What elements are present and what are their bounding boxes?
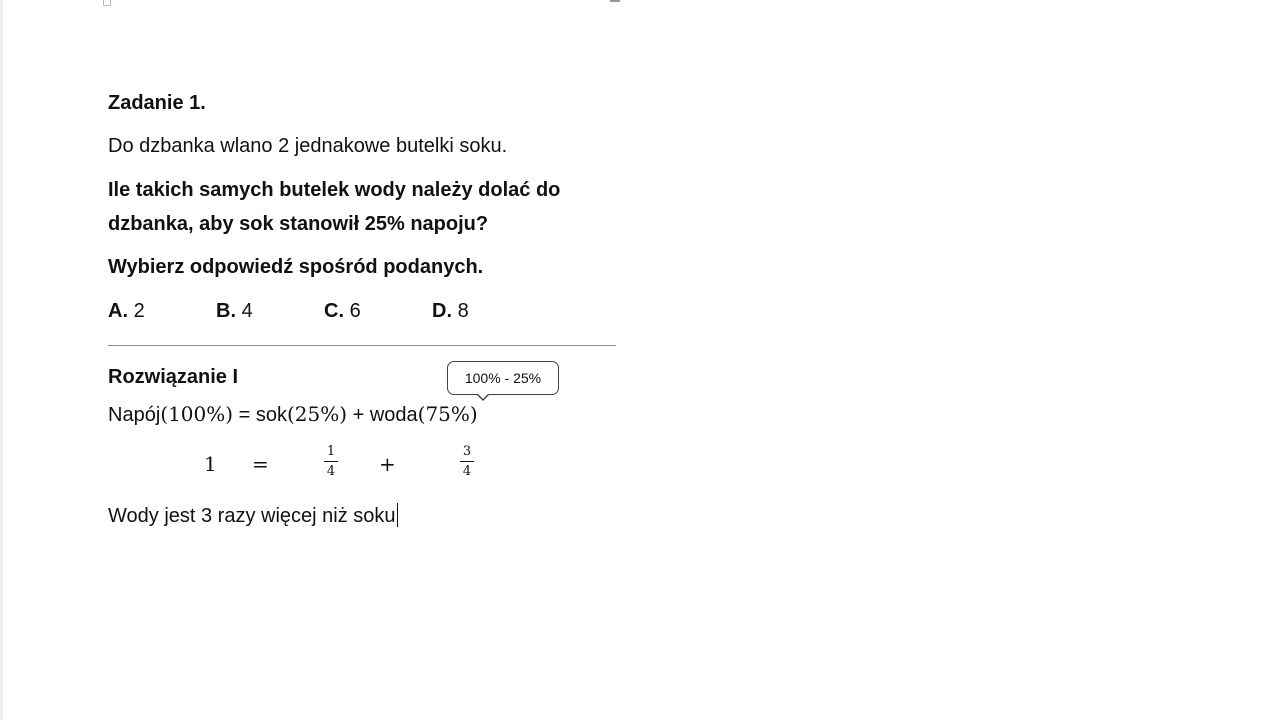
answer-option-c: [324, 299, 361, 323]
task-question-line-1: Ile takich samych butelek wody należy dolać do: [108, 179, 561, 201]
answer-letter: B.: [216, 300, 236, 322]
section-divider: [108, 345, 616, 346]
task-instruction: Wybierz odpowiedź spośród podanych.: [108, 256, 484, 278]
equation-equals-sign: =: [252, 452, 269, 476]
water-label: + woda: [347, 404, 418, 426]
task-question-line-2: dzbanka, aby sok stanowił 25% napoju?: [108, 213, 489, 235]
drink-label: Napój: [108, 404, 161, 426]
text-cursor: [397, 503, 398, 527]
comment-callout[interactable]: 100% - 25%: [447, 361, 559, 395]
answer-option-b: [216, 299, 253, 323]
juice-label: = sok: [233, 404, 287, 426]
answer-option-a: [108, 299, 145, 323]
answer-option-d: [432, 299, 469, 323]
page-left-edge: [0, 0, 3, 720]
callout-pointer-fill: [477, 393, 489, 399]
fraction-numerator: 3: [462, 444, 472, 459]
task-intro: Do dzbanka wlano 2 jednakowe butelki soku.: [108, 135, 508, 157]
answer-letter: D.: [432, 300, 452, 322]
drink-percentage: (100%): [160, 402, 234, 426]
ruler-tick-mark: [610, 0, 620, 2]
task-title: Zadanie 1.: [108, 92, 206, 114]
solution-title: Rozwiązanie I: [108, 366, 239, 388]
text-boundary-corner-mark: [103, 0, 111, 6]
answer-letter: A.: [108, 300, 128, 322]
fraction-denominator: 4: [462, 464, 472, 479]
answer-letter: C.: [324, 300, 344, 322]
word-equation: [108, 402, 478, 427]
fraction-three-quarters: [457, 445, 477, 479]
fraction-denominator: 4: [326, 464, 336, 479]
answer-value: 8: [457, 300, 469, 322]
fraction-bar: [460, 461, 474, 462]
fraction-one-quarter: [321, 445, 341, 479]
water-percentage: (75%): [417, 402, 478, 426]
conclusion-text: Wody jest 3 razy więcej niż soku: [108, 505, 396, 527]
equation-plus-sign: +: [379, 452, 396, 476]
fraction-bar: [324, 461, 338, 462]
answer-value: 6: [349, 300, 361, 322]
conclusion-line[interactable]: [108, 503, 398, 528]
answer-value: 4: [241, 300, 253, 322]
answer-value: 2: [133, 300, 145, 322]
equation-one: 1: [204, 452, 217, 476]
juice-percentage: (25%): [286, 402, 348, 426]
fraction-numerator: 1: [326, 444, 336, 459]
